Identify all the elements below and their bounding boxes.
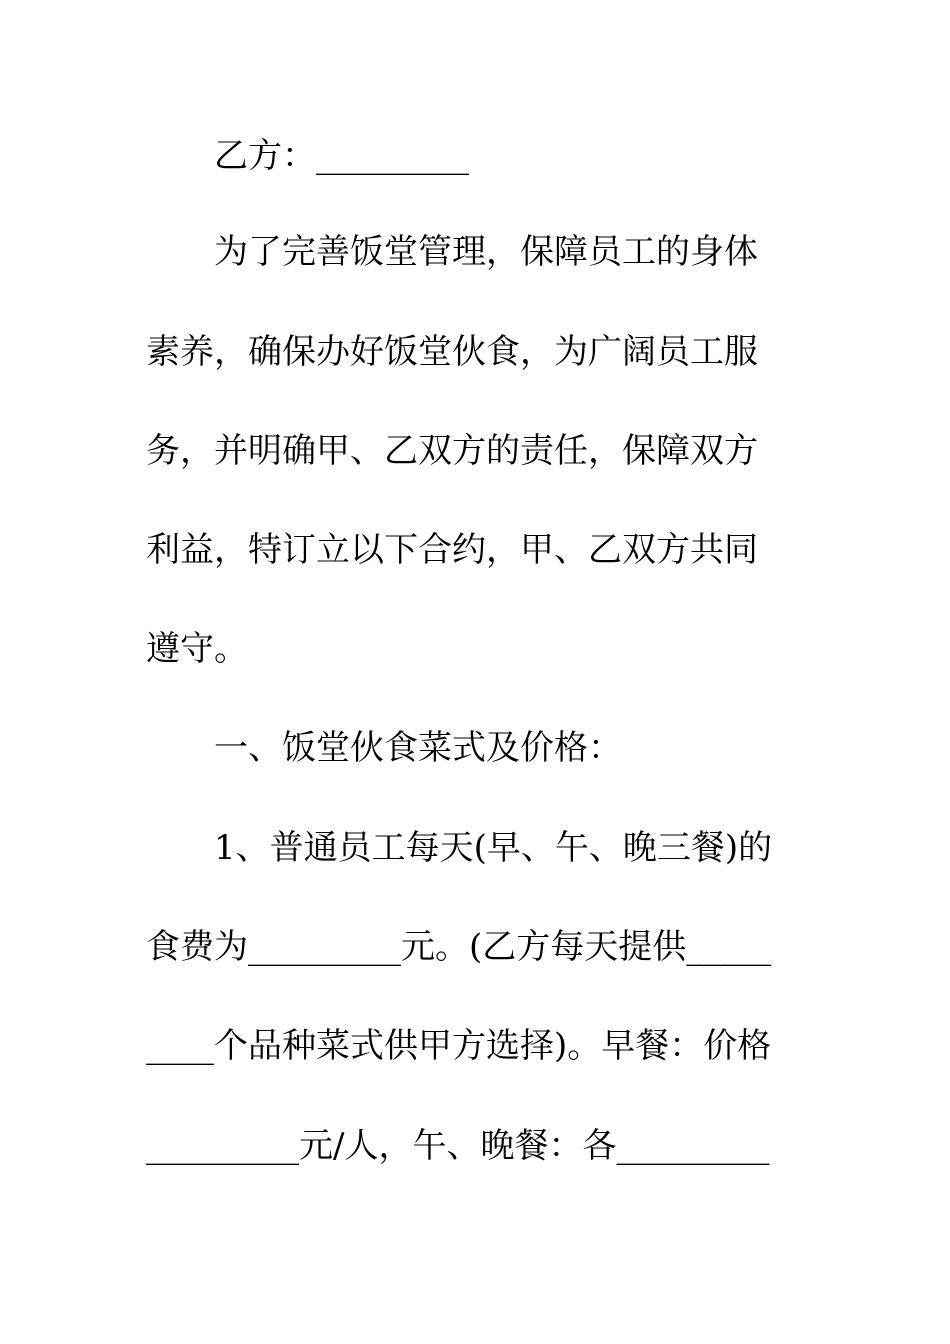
section-heading: 一、饭堂伙食菜式及价格： [214,728,622,768]
clause-line: _________元/人，午、晚餐：各_________ [146,1126,770,1166]
paragraph-line: 素养，确保办好饭堂伙食，为广阔员工服 [146,332,758,372]
clause-line: 食费为_________元。(乙方每天提供_____ [146,927,772,967]
clause-line: ____个品种菜式供甲方选择)。早餐：价格 [146,1026,772,1066]
paragraph-line: 为了完善饭堂管理，保障员工的身体 [214,232,758,272]
party-b-line: 乙方：_________ [214,136,469,176]
paragraph-line: 务，并明确甲、乙双方的责任，保障双方 [146,431,758,471]
paragraph-line: 遵守。 [146,629,248,669]
paragraph-line: 利益，特订立以下合约，甲、乙双方共同 [146,530,758,570]
clause-line: 1、普通员工每天(早、午、晚三餐)的 [214,828,773,868]
